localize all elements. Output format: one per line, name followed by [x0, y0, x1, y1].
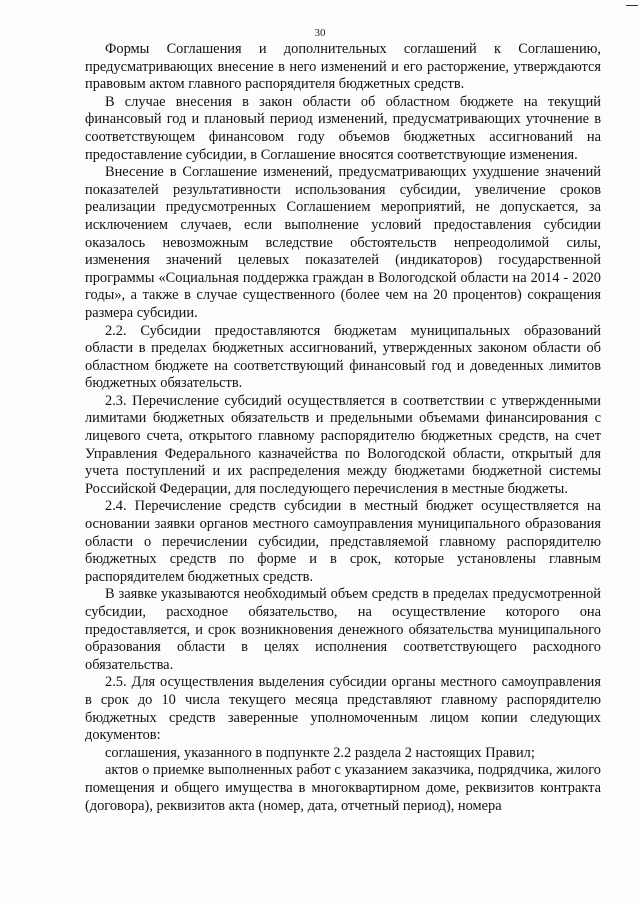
corner-mark [626, 0, 638, 6]
paragraph: 2.4. Перечисление средств субсидии в местный бюджет осуществляется на основании заявки органов местного самоуправления муниципального образования области о перечислении субсидии, представляемой главному распорядителю бюджетных средств по форме и в срок, которые установлены главным распорядителем бюджетных средств. [85, 498, 601, 585]
paragraph: В случае внесения в закон области об областном бюджете на текущий финансовый год и плановый период изменений, предусматривающих уточнение в соответствующем финансовом году объемов бюджетных ассигнований на предоставление субсидии, в Соглашение вносятся соответствующие изменения. [85, 93, 601, 163]
paragraph: Внесение в Соглашение изменений, предусматривающих ухудшение значений показателей результативности использования субсидии, увеличение сроков реализации предусмотренных Соглашением мероприятий, не допускается, за исключением случаев, если выполнение условий предоставления субсидии оказалось невозможным вследствие обстоятельств непреодолимой силы, изменения значений целевых показателей (индикаторов) государственной программы «Социальная поддержка граждан в Вологодской области на 2014 - 2020 годы», а также в случае существенного (более чем на 20 процентов) сокращения размера субсидии. [85, 164, 601, 321]
paragraph: В заявке указываются необходимый объем средств в пределах предусмотренной субсидии, расходное обязательство, на осуществление которого она предоставляется, и срок возникновения денежного обязательства муниципального образования области в целях исполнения соответствующего расходного обязательства. [85, 586, 601, 673]
page-number: 30 [314, 27, 326, 39]
paragraph: актов о приемке выполненных работ с указанием заказчика, подрядчика, жилого помещения и общего имущества в многоквартирном доме, реквизитов контракта (договора), реквизитов акта (номер, дата, отчетный период), номера [85, 762, 601, 814]
paragraph: 2.3. Перечисление субсидий осуществляется в соответствии с утвержденными лимитами бюджетных обязательств и предельными объемами финансирования с лицевого счета, открытого главному распорядителю бюджетных средств, на счет Управления Федерального казначейства по Вологодской области, открытый для учета поступлений и их распределения между бюджетами бюджетной системы Российской Федерации, для последующего перечисления в местные бюджеты. [85, 392, 601, 497]
paragraph: соглашения, указанного в подпункте 2.2 раздела 2 настоящих Правил; [105, 744, 535, 761]
paragraph: 2.5. Для осуществления выделения субсидии органы местного самоуправления в срок до 10 числа текущего месяца представляют главному распорядителю бюджетных средств заверенные уполномоченным лицом копии следующих документов: [85, 674, 601, 744]
paragraph: 2.2. Субсидии предоставляются бюджетам муниципальных образований области в пределах бюджетных ассигнований, утвержденных законом области об областном бюджете на соответствующий финансовый год и доведенных лимитов бюджетных обязательств. [85, 322, 601, 392]
paragraph: Формы Соглашения и дополнительных соглашений к Соглашению, предусматривающих внесение в него изменений и его расторжение, утверждаются правовым актом главного распорядителя бюджетных средств. [85, 41, 601, 93]
document-body [85, 41, 601, 815]
